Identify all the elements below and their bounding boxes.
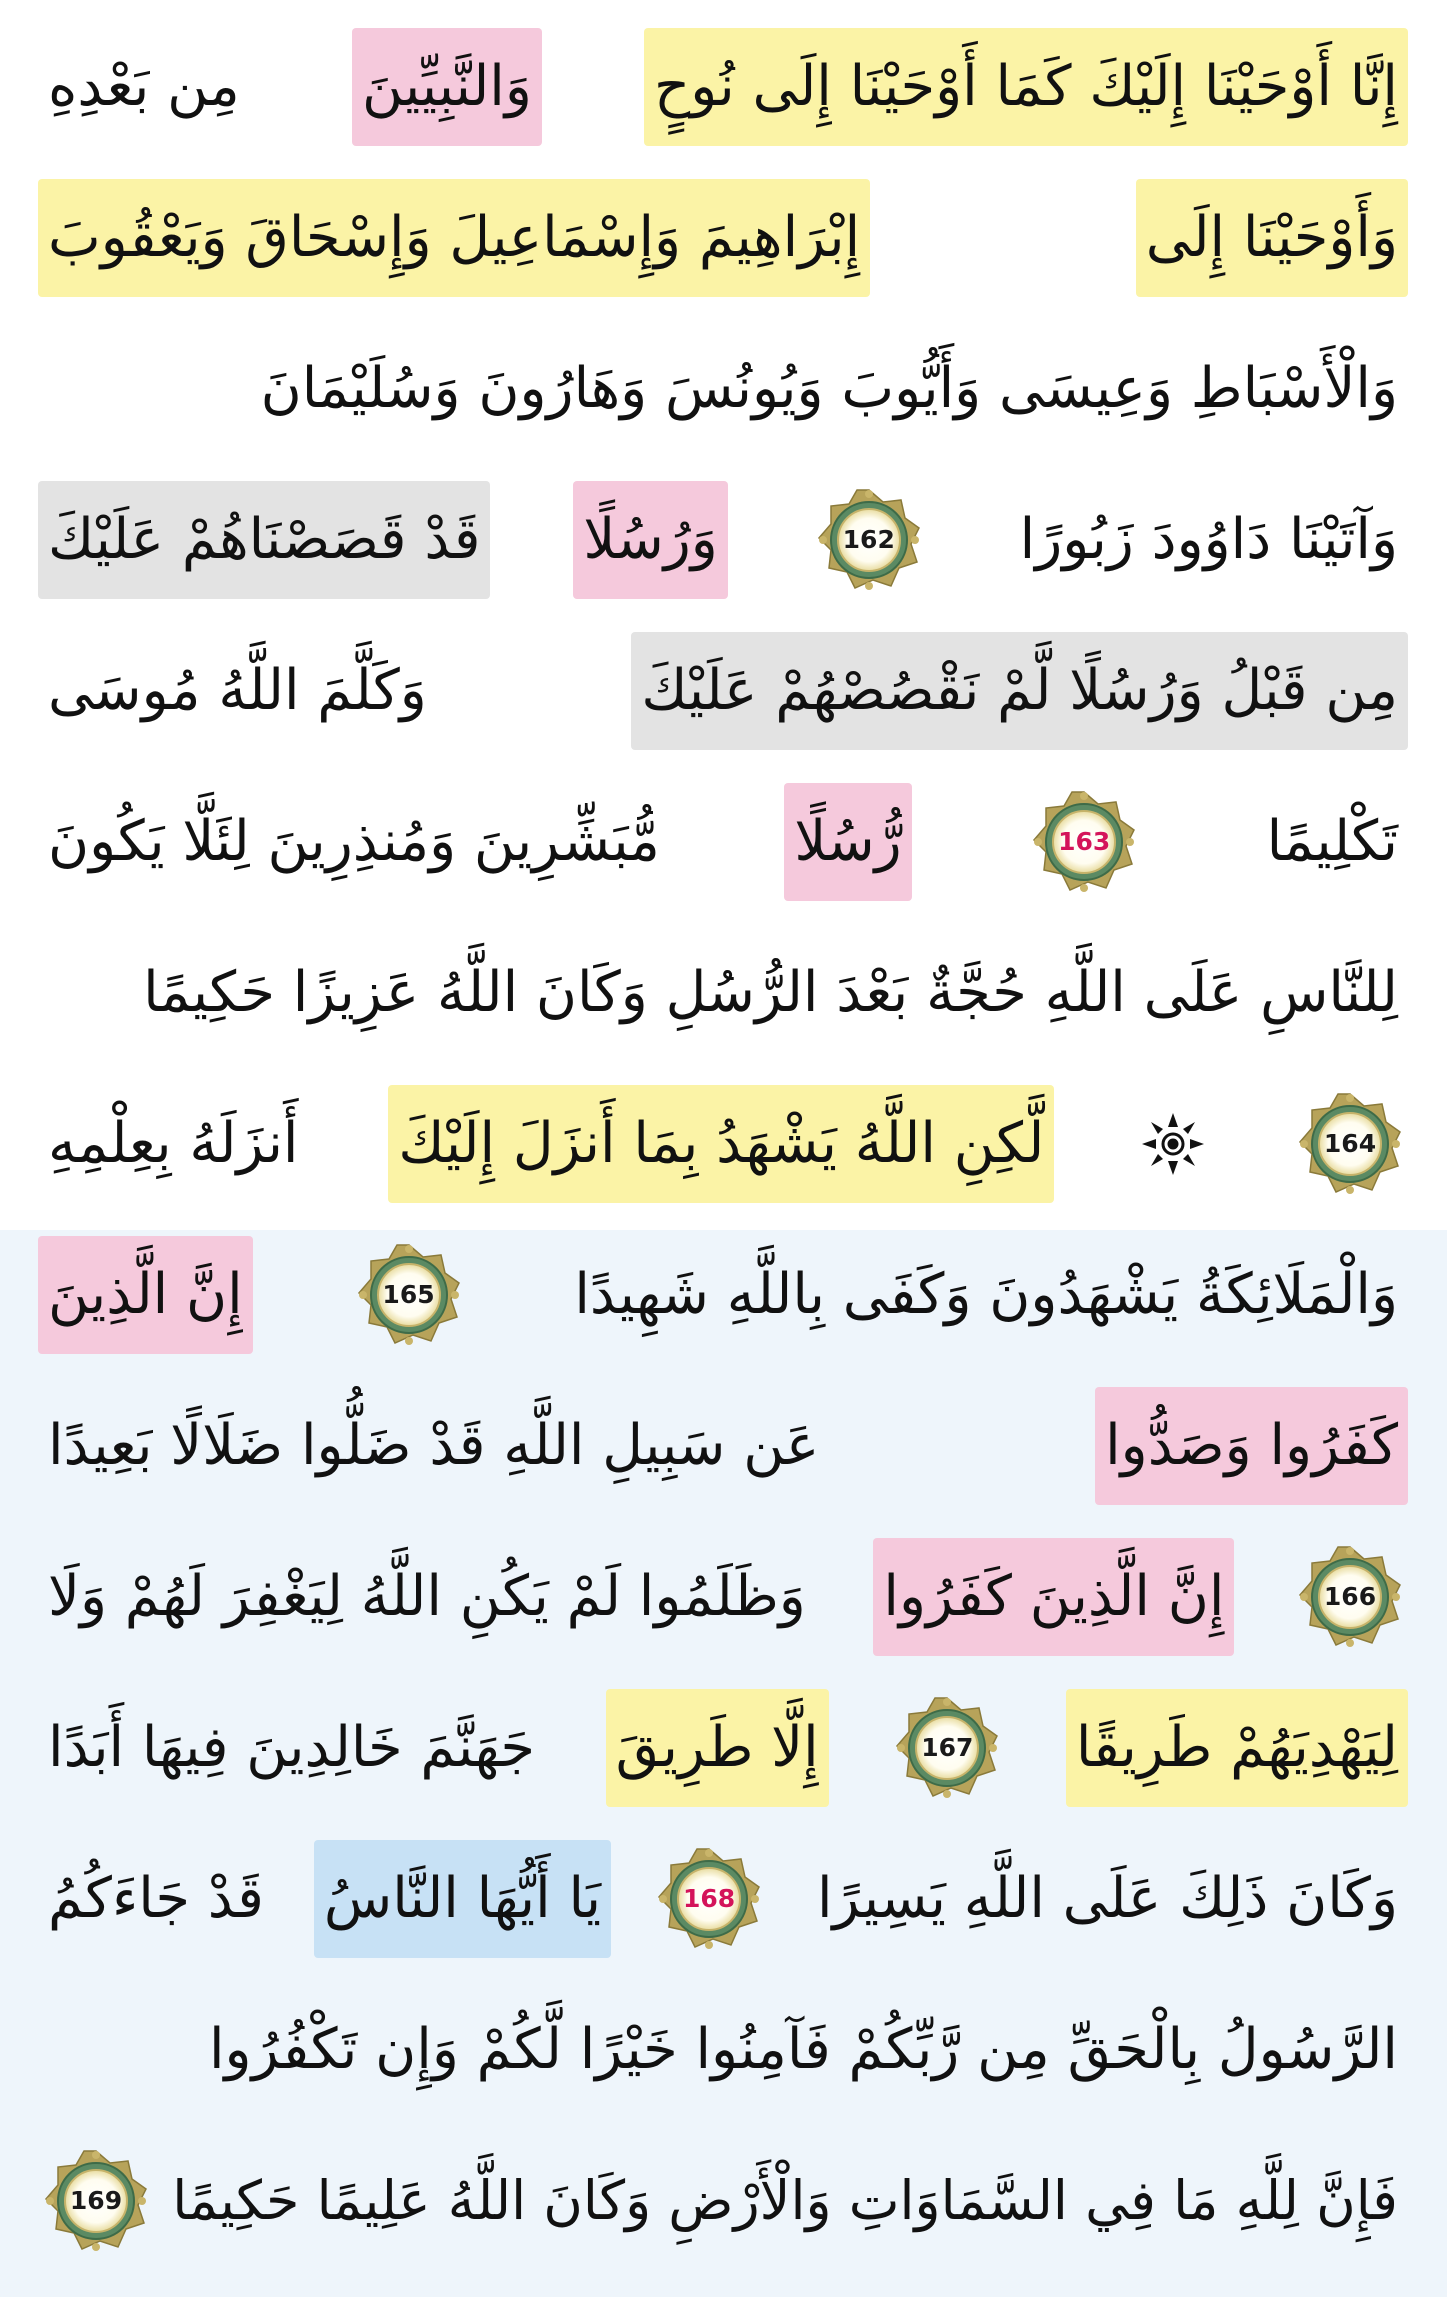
verse-text: لِلنَّاسِ عَلَى اللَّهِ حُجَّةٌ بَعْدَ الرُّسُلِ وَكَانَ اللَّهُ عَزِيزًا حَكِيمًا: [143, 960, 1398, 1025]
highlighted-phrase: مِن قَبْلُ وَرُسُلًا لَّمْ نَقْصُصْهُمْ عَلَيْكَ: [631, 632, 1408, 750]
verse-text: وَآتَيْنَا دَاوُودَ زَبُورًا: [1019, 507, 1398, 572]
highlighted-phrase: لَّكِنِ اللَّهُ يَشْهَدُ بِمَا أَنزَلَ إِلَيْكَ: [388, 1085, 1054, 1203]
highlighted-phrase: إِنَّا أَوْحَيْنَا إِلَيْكَ كَمَا أَوْحَيْنَا إِلَى نُوحٍ: [644, 28, 1408, 146]
ayah-number-marker: [1032, 790, 1136, 894]
ayah-number-marker: [357, 1243, 461, 1347]
verse-text: وَالْأَسْبَاطِ وَعِيسَى وَأَيُّوبَ وَيُونُسَ وَهَارُونَ وَسُلَيْمَانَ: [260, 356, 1398, 421]
text-line: [38, 2126, 1408, 2276]
verse-text: وَكَانَ ذَلِكَ عَلَى اللَّهِ يَسِيرًا: [817, 1866, 1398, 1931]
text-line: [38, 163, 1408, 313]
verse-text: تَكْلِيمًا: [1266, 809, 1398, 874]
highlighted-phrase: إِلَّا طَرِيقَ: [606, 1689, 829, 1807]
highlighted-phrase: إِبْرَاهِيمَ وَإِسْمَاعِيلَ وَإِسْحَاقَ وَيَعْقُوبَ: [38, 179, 870, 297]
verse-text: أَنزَلَهُ بِعِلْمِهِ: [48, 1111, 299, 1176]
verse-text: عَن سَبِيلِ اللَّهِ قَدْ ضَلُّوا ضَلَالًا بَعِيدًا: [48, 1413, 820, 1478]
verse-text: الرَّسُولُ بِالْحَقِّ مِن رَّبِّكُمْ فَآمِنُوا خَيْرًا لَّكُمْ وَإِن تَكْفُرُوا: [209, 2017, 1398, 2082]
highlighted-phrase: إِنَّ الَّذِينَ: [38, 1236, 253, 1354]
text-line: [38, 1220, 1408, 1370]
highlighted-phrase: وَرُسُلًا: [573, 481, 727, 599]
ayah-number: 167: [921, 1733, 974, 1762]
text-line: [38, 314, 1408, 464]
text-line: [38, 1069, 1408, 1219]
ayah-number-marker: [817, 488, 921, 592]
highlighted-phrase: إِنَّ الَّذِينَ كَفَرُوا: [873, 1538, 1234, 1656]
ayah-number-marker: [895, 1696, 999, 1800]
text-line: [38, 918, 1408, 1068]
highlighted-phrase: لِيَهْدِيَهُمْ طَرِيقًا: [1066, 1689, 1408, 1807]
ayah-number-marker: [44, 2149, 148, 2253]
ayah-number: 162: [842, 525, 895, 554]
ayah-number: 166: [1323, 1582, 1377, 1611]
verse-text: مِن بَعْدِهِ: [48, 54, 240, 119]
verse-text: قَدْ جَاءَكُمُ: [48, 1866, 264, 1931]
ayah-number-marker: [1298, 1092, 1402, 1196]
highlighted-phrase: وَالنَّبِيِّينَ: [352, 28, 542, 146]
ayah-number-marker: [657, 1847, 761, 1951]
verse-text: وَظَلَمُوا لَمْ يَكُنِ اللَّهُ لِيَغْفِرَ لَهُمْ وَلَا: [48, 1564, 806, 1629]
text-line: [38, 767, 1408, 917]
hizb-star-icon: [1138, 1109, 1208, 1179]
verse-text: وَالْمَلَائِكَةُ يَشْهَدُونَ وَكَفَى بِاللَّهِ شَهِيدًا: [574, 1262, 1398, 1327]
text-line: [38, 1824, 1408, 1974]
ayah-number-marker: [1298, 1545, 1402, 1649]
text-line: [38, 465, 1408, 615]
highlighted-phrase: وَأَوْحَيْنَا إِلَى: [1136, 179, 1408, 297]
text-line: [38, 1522, 1408, 1672]
verse-text: وَكَلَّمَ اللَّهُ مُوسَى: [48, 658, 427, 723]
highlighted-phrase: قَدْ قَصَصْنَاهُمْ عَلَيْكَ: [38, 481, 490, 599]
text-line: [38, 12, 1408, 162]
ayah-number: 163: [1058, 827, 1111, 856]
verse-text: مُّبَشِّرِينَ وَمُنذِرِينَ لِئَلَّا يَكُونَ: [48, 809, 660, 874]
text-line: [38, 616, 1408, 766]
highlighted-phrase: كَفَرُوا وَصَدُّوا: [1095, 1387, 1408, 1505]
ayah-number: 169: [69, 2186, 123, 2215]
ayah-number: 168: [682, 1884, 736, 1913]
ayah-number: 164: [1323, 1129, 1377, 1158]
text-line: [38, 1975, 1408, 2125]
ayah-number: 165: [382, 1280, 435, 1309]
verse-text: جَهَنَّمَ خَالِدِينَ فِيهَا أَبَدًا: [48, 1715, 536, 1780]
highlighted-phrase: يَا أَيُّهَا النَّاسُ: [314, 1840, 611, 1958]
text-line: [38, 1673, 1408, 1823]
text-line: [38, 1371, 1408, 1521]
verse-text: فَإِنَّ لِلَّهِ مَا فِي السَّمَاوَاتِ وَالْأَرْضِ وَكَانَ اللَّهُ عَلِيمًا حَكِيمًا: [172, 2169, 1398, 2232]
highlighted-phrase: رُّسُلًا: [784, 783, 911, 901]
